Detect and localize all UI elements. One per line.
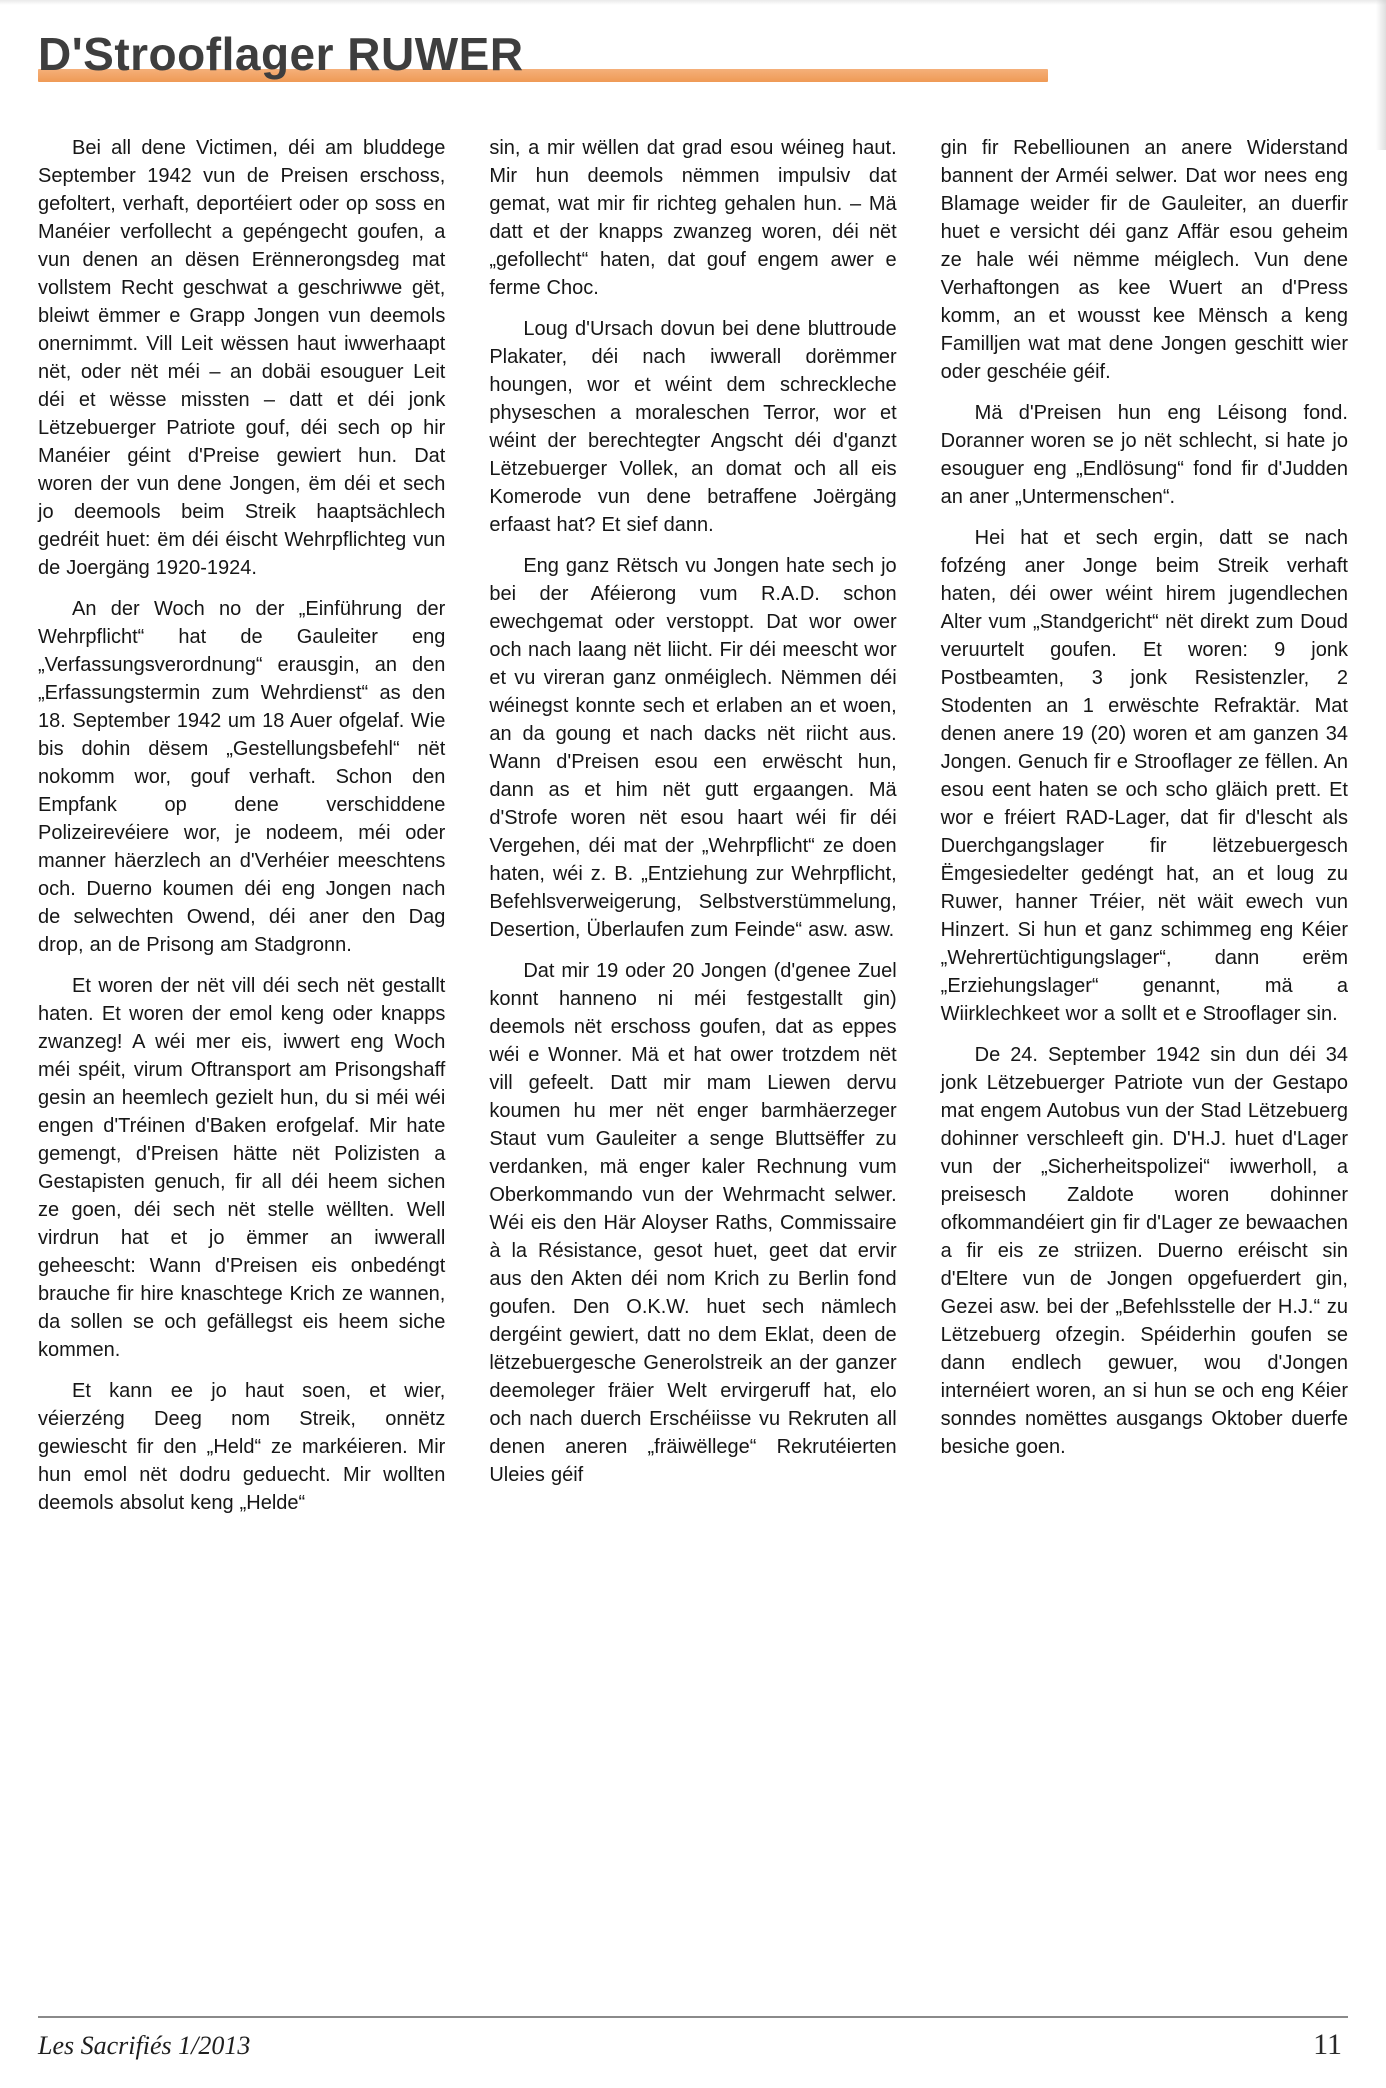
paragraph: Eng ganz Rëtsch vu Jongen hate sech jo bei der Aféierong vum R.A.D. schon ewechgemat oder verstoppt. Dat wor ower och nach laang nët liicht. Fir déi meescht wor et vu vireran ganz onméiglech. Nëmmen déi wéinegst konnte sech et erlaben an et woen, an da goung et nach dacks nët riicht aus. Wann d'Preisen esou een erwëscht hun, dann as et him nët gutt ergaangen. Mä d'Strofe woren nët esou haart wéi fir déi Vergehen, déi mat der „Wehrpflicht“ ze doen haten, wéi z. B. „Entziehung zur Wehrpflicht, Befehlsverweigerung, Selbstverstümmelung, Desertion, Überlaufen zum Feinde“ asw. asw. (489, 555, 897, 942)
paragraph: De 24. September 1942 sin dun déi 34 jonk Lëtzebuerger Patriote vun der Gestapo mat engem Autobus vun der Stad Lëtzebuerg dohinner verschleeft gin. D'H.J. huet d'Lager vun der „Sicherheitspolizei“ iwwerholl, a preisesch Zaldote woren dohinner ofkommandéiert gin fir d'Lager ze bewaachen a fir eis ze striizen. Duerno eréischt sin d'Eltere vun de Jongen opgefuerdert gin, Gezei asw. bei der „Befehlsstelle der H.J.“ zu Lëtzebuerg ofzegin. Spéiderhin goufen se dann endlech gewuer, wou d'Jongen internéiert woren, an si hun se och eng Kéier sonndes nomëttes ausgangs Oktober duerfe besiche goen. (940, 1044, 1348, 1459)
paragraph-continuation: sin, a mir wëllen dat grad esou wéineg haut. Mir hun deemols nëmmen impulsiv dat gemat, wat mir fir richteg gehalen hun. – Mä datt et der knapps zwanzeg woren, déi nët „gefollecht“ haten, dat gouf engem awer e ferme Choc. (489, 137, 897, 300)
paragraph: Bei all dene Victimen, déi am bluddege September 1942 vun de Preisen erschoss, gefoltert, verhaft, deportéiert oder op soss en Manéier verfollecht a gepéngecht goufen, a vun denen an dësen Erënnerongsdeg mat vollstem Recht geschwat a geschriwwe gët, bleiwt ëmmer e Grapp Jongen vun deemols onernimmt. Vill Leit wëssen haut iwwerhaapt nët, oder nët méi – an dobäi esouguer Leit déi et wësse missten – datt et déi jonk Lëtzebuerger Patriote gouf, déi sech op hir Manéier géint d'Preise gewiert hun. Dat woren der vun dene Jongen, ëm déi et sech jo deemools beim Streik haaptsächlech gedréit huet: ëm déi éischt Wehrpflichteg vun de Joergäng 1920-1924. (38, 137, 446, 580)
page-number: 11 (1313, 2028, 1342, 2061)
paragraph-continuation: gin fir Rebelliounen an anere Widerstand bannent der Arméi selwer. Dat wor nees eng Blamage weider fir de Gauleiter, an duerfir huet e versicht déi ganz Affär esou geheim ze hale wéi nëmme méiglech. Vun dene Verhaftongen as kee Wuert an d'Press komm, an et wousst kee Mënsch a keng Familljen wat mat dene Jongen geschitt wier oder geschéie géif. (940, 137, 1348, 384)
paragraph: Loug d'Ursach dovun bei dene bluttroude Plakater, déi nach iwwerall dorëmmer houngen, wor et wéint dem schreckleche physeschen a moraleschen Terror, wor et wéint der berechtegter Angscht déi d'ganzt Lëtzebuerger Vollek, an domat och all eis Komerode vun dene betraffene Joërgäng erfaast hat? Et sief dann. (489, 318, 897, 537)
text-column-3 (941, 134, 1348, 1530)
scan-artifact-right (1376, 0, 1386, 150)
paragraph: Mä d'Preisen hun eng Léisong fond. Doranner woren se jo nët schlecht, si hate jo esouguer eng „Endlösung“ fond fir d'Judden an aner „Untermenschen“. (940, 402, 1348, 509)
text-column-2 (489, 134, 896, 1530)
journal-reference: Les Sacrifiés 1/2013 (38, 2031, 251, 2060)
paragraph: Dat mir 19 oder 20 Jongen (d'genee Zuel konnt hanneno ni méi festgestallt gin) deemols nët erschoss goufen, dat as eppes wéi e Wonner. Mä et hat ower trotzdem nët vill gefeelt. Datt mir mam Liewen dervu koumen hu mer nët enger barmhäerzeger Staut vum Gauleiter a senge Bluttsëffer zu verdanken, mä enger kaler Rechnung vum Oberkommando vun der Wehrmacht selwer. Wéi eis den Här Aloyser Raths, Commissaire à la Résistance, gesot huet, geet dat ervir aus den Akten déi nom Krich zu Berlin fond goufen. Den O.K.W. huet sech nämlech dergéint gewiert, datt no dem Eklat, deen de lëtzebuergesche Generolstreik an der ganzer deemoleger fräier Welt ervirgeruff hat, elo och nach duerch Erschéiisse vu Rekruten all denen aneren „fräiwëllege“ Rekrutéierten Uleies géif (489, 960, 897, 1487)
paragraph: Et woren der nët vill déi sech nët gestallt haten. Et woren der emol keng oder knapps zwanzeg! A wéi mer eis, iwwert eng Woch méi spéit, virum Oftransport am Prisongshaff gesin an heemlech gezielt hun, du si méi wéi engen d'Tréinen d'Baken erofgelaf. Mir hate gemengt, d'Preisen hätte nët Polizisten a Gestapisten genuch, fir all déi heem sichen ze goen, déi sech nët stelle wëllten. Well virdrun hat et jo ëmmer an iwwerall geheescht: Wann d'Preisen eis onbedéngt brauche fir hire knaschtege Krich ze wannen, da sollen se och gefällegst eis heem siche kommen. (38, 975, 446, 1362)
article-header (0, 0, 1386, 82)
page-footer (38, 2016, 1348, 2062)
text-column-1 (38, 134, 445, 1530)
paragraph: An der Woch no der „Einführung der Wehrpflicht“ hat de Gauleiter eng „Verfassungsverordnung“ erausgin, an den „Erfassungstermin zum Wehrdienst“ as den 18. September 1942 um 18 Auer ofgelaf. Wie bis dohin dësem „Gestellungsbefehl“ nët nokomm wor, gouf verhaft. Schon den Empfank op dene verschiddene Polizeirevéiere wor, je nodeem, méi oder manner häerzlech an d'Verhéier meeschtens och. Duerno koumen déi eng Jongen nach de selwechten Owend, déi aner den Dag drop, an de Prisong am Stadgronn. (38, 598, 446, 957)
article-body (38, 134, 1348, 1530)
scan-artifact-top (0, 0, 1386, 5)
page-title: D'Strooflager RUWER (38, 28, 524, 80)
paragraph: Et kann ee jo haut soen, et wier, véierzéng Deeg nom Streik, onnëtz gewiescht fir den „Held“ ze markéieren. Mir hun emol nët dodru geduecht. Mir wollten deemols absolut keng „Helde“ (38, 1380, 446, 1515)
paragraph: Hei hat et sech ergin, datt se nach fofzéng aner Jonge beim Streik verhaft haten, déi ower wéint hirem jugendlechen Alter vum „Standgericht“ nët direkt zum Doud veruurtelt goufen. Et woren: 9 jonk Postbeamten, 3 jonk Resistenzler, 2 Stodenten an 1 erwëschte Refraktär. Mat denen anere 19 (20) woren et am ganzen 34 Jongen. Genuch fir e Strooflager ze fëllen. An esou eent haten se och scho gläich prett. Et wor e fréiert RAD-Lager, dat fir d'lescht als Duerchgangslager fir lëtzebuergesch Ëmgesiedelter gedéngt hat, an et loug zu Ruwer, hanner Tréier, nët wäit ewech vun Hinzert. Si hun et ganz schimmeg eng Kéier „Wehrertüchtigungslager“, dann erëm „Erziehungslager“ genannt, mä a Wiirklechkeet wor a sollt et e Strooflager sin. (940, 527, 1348, 1026)
